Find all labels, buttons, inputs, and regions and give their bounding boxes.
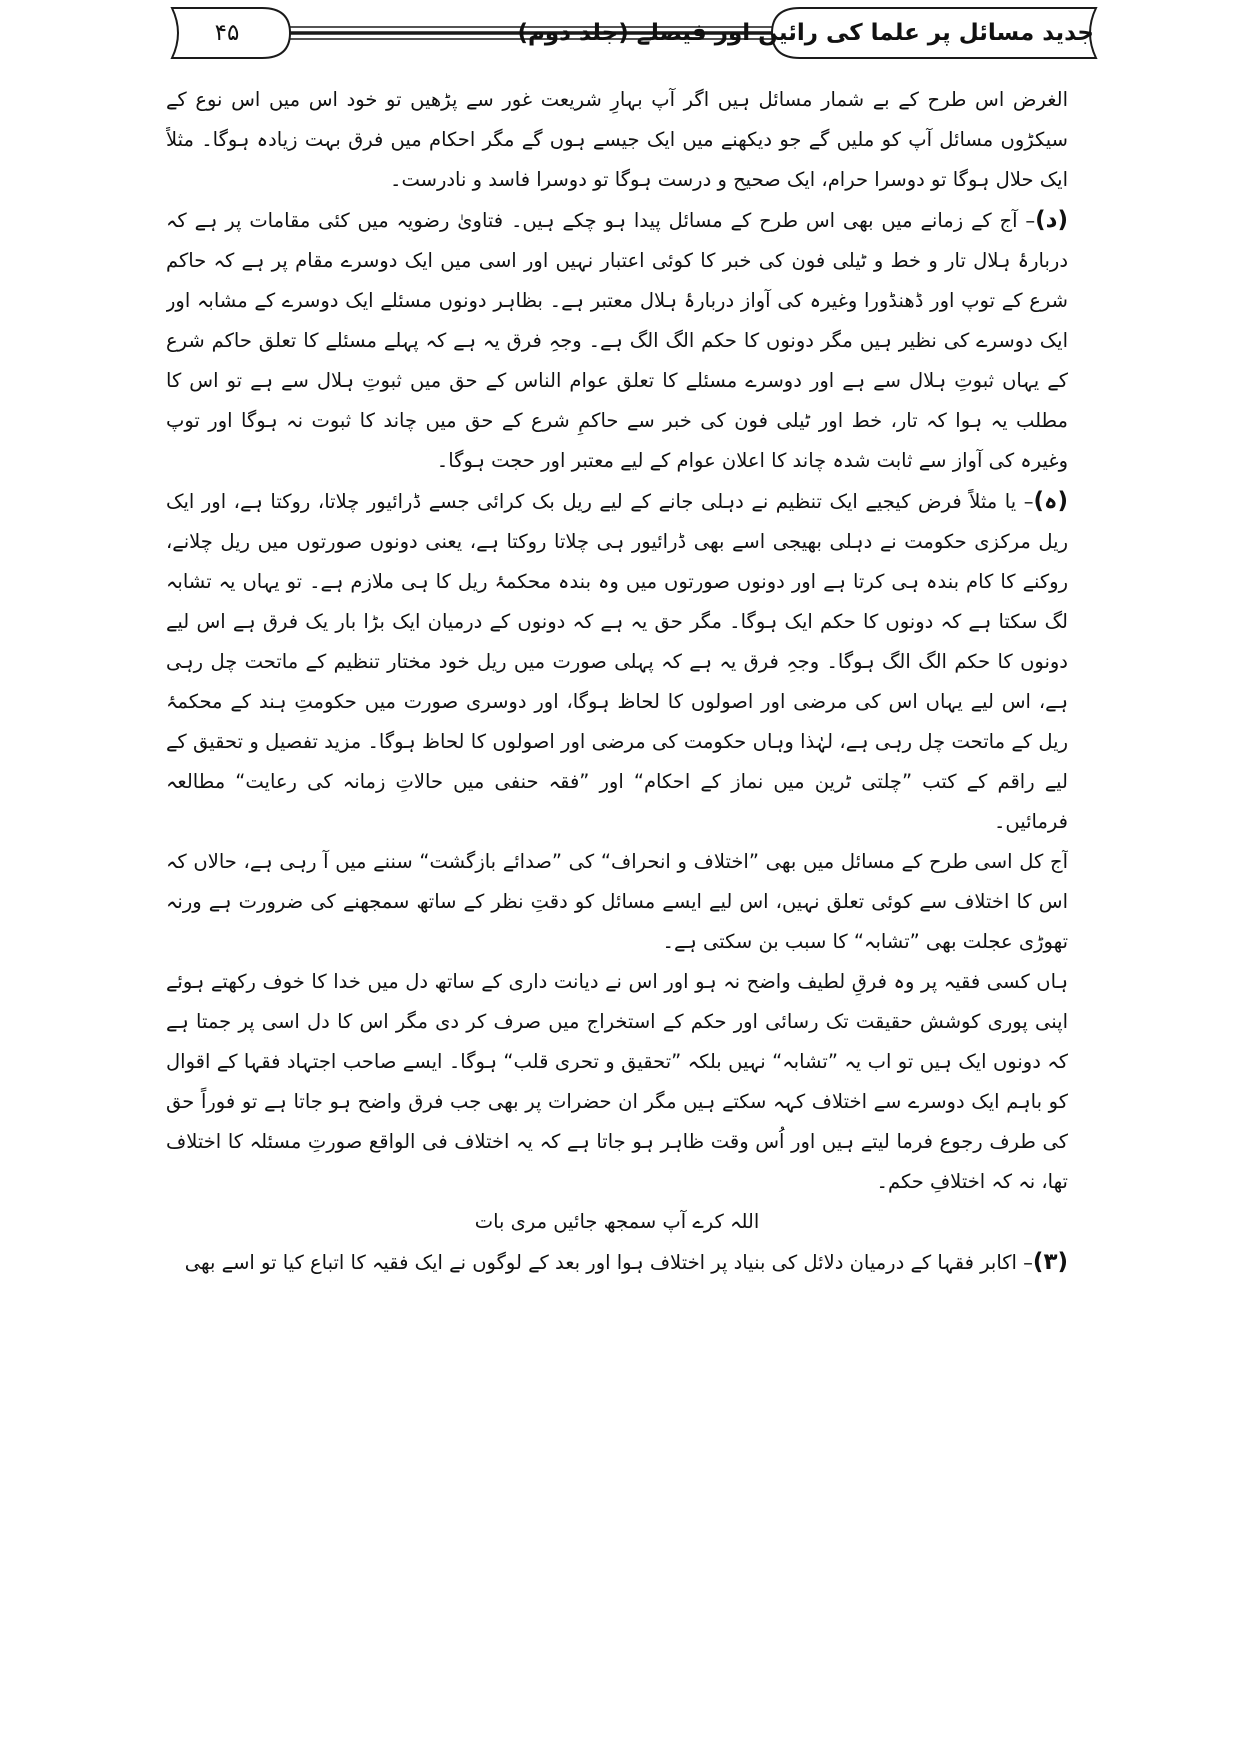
paragraph-text: آج کل اسی طرح کے مسائل میں بھی ”اختلاف و انحراف“ کی ”صدائے بازگشت“ سننے میں آ رہی ہے، حالاں کہ اس کا اختلاف سے کوئی تعلق نہیں، اس لیے ایسے مسائل کو دقتِ نظر کے ساتھ سمجھنے کی ضرورت ہے ورنہ تھوڑی عجلت بھی ”تشابہ“ کا سبب بن سکتی ہے۔ [166, 850, 1068, 953]
paragraph-text: – اکابر فقہا کے درمیان دلائل کی بنیاد پر اختلاف ہوا اور بعد کے لوگوں نے ایک فقیہ کا اتباع کیا تو اسے بھی [184, 1251, 1033, 1274]
paragraph-text: الغرض اس طرح کے بے شمار مسائل ہیں اگر آپ بہارِ شریعت غور سے پڑھیں تو خود اس میں اس نوع کے سیکڑوں مسائل آپ کو ملیں گے جو دیکھنے میں ایک جیسے ہوں گے مگر احکام میں فرق بہت زیادہ ہوگا۔ مثلاً ایک حلال ہوگا تو دوسرا حرام، ایک صحیح و درست ہوگا تو دوسرا فاسد و نادرست۔ [166, 88, 1068, 191]
paragraph [166, 200, 1068, 481]
book-title: جدید مسائل پر علما کی رائیں اور فیصلے (جلد دوم) [517, 20, 1094, 46]
paragraph [166, 1242, 1068, 1283]
running-header [0, 0, 1240, 80]
verse-line [166, 1202, 1068, 1242]
paragraph-label: (ہ) [1033, 488, 1068, 514]
paragraph-text: – آج کے زمانے میں بھی اس طرح کے مسائل پیدا ہو چکے ہیں۔ فتاویٰ رضویہ میں کئی مقامات پر ہے کہ دربارۂ ہلال تار و خط و ٹیلی فون کی خبر کا کوئی اعتبار نہیں اور اسی میں ایک دوسرے مقام پر ہے کہ حاکم شرع کے توپ اور ڈھنڈورا وغیرہ کی آواز دربارۂ ہلال معتبر ہے۔ بظاہر دونوں مسئلے ایک دوسرے کے مشابہ اور ایک دوسرے کی نظیر ہیں مگر دونوں کا حکم الگ الگ ہے۔ وجہِ فرق یہ ہے کہ پہلے مسئلے کا تعلق حاکم شرع کے یہاں ثبوتِ ہلال سے ہے اور دوسرے مسئلے کا تعلق عوام الناس کے حق میں ثبوتِ ہلال سے ہے تو اس کا مطلب یہ ہوا کہ تار، خط اور ٹیلی فون کی خبر سے حاکمِ شرع کے حق میں چاند کا ثبوت نہ ہوگا اور توپ وغیرہ کی آواز سے ثابت شدہ چاند کا اعلان عوام کے لیے معتبر اور حجت ہوگا۔ [166, 209, 1068, 472]
paragraph [166, 842, 1068, 962]
paragraph-text: – یا مثلاً فرض کیجیے ایک تنظیم نے دہلی جانے کے لیے ریل بک کرائی جسے ڈرائیور چلاتا، روکتا ہے، اور ایک ریل مرکزی حکومت نے دہلی بھیجی اسے بھی ڈرائیور ہی چلاتا روکتا ہے، یعنی دونوں صورتوں میں ریل چلانے، روکنے کا کام بندہ ہی کرتا ہے اور دونوں صورتوں میں وہ بندہ محکمۂ ریل کا ہی ملازم ہے۔ تو یہاں یہ تشابہ لگ سکتا ہے کہ دونوں کا حکم ایک ہوگا۔ مگر حق یہ ہے کہ دونوں کے درمیان ایک بڑا بار یک فرق ہے اس لیے دونوں کا حکم الگ الگ ہوگا۔ وجہِ فرق یہ ہے کہ پہلی صورت میں ریل خود مختار تنظیم کے ماتحت چل رہی ہے، اس لیے یہاں اس کی مرضی اور اصولوں کا لحاظ ہوگا، اور دوسری صورت میں حکومتِ ہند کے محکمۂ ریل کے ماتحت چل رہی ہے، لہٰذا وہاں حکومت کی مرضی اور اصولوں کا لحاظ ہوگا۔ مزید تفصیل و تحقیق کے لیے راقم کے کتب ”چلتی ٹرین میں نماز کے احکام“ اور ”فقہ حنفی میں حالاتِ زمانہ کی رعایت“ مطالعہ فرمائیں۔ [166, 490, 1068, 833]
paragraph [166, 80, 1068, 200]
paragraph-text: ہاں کسی فقیہ پر وہ فرقِ لطیف واضح نہ ہو اور اس نے دیانت داری کے ساتھ دل میں خدا کا خوف رکھتے ہوئے اپنی پوری کوشش حقیقت تک رسائی اور حکم کے استخراج میں صرف کر دی مگر اس کا دل اسی پر جمتا ہے کہ دونوں ایک ہیں تو اب یہ ”تشابہ“ نہیں بلکہ ”تحقیق و تحری قلب“ ہوگا۔ ایسے صاحب اجتہاد فقہا کے اقوال کو باہم ایک دوسرے سے اختلاف کہہ سکتے ہیں مگر ان حضرات پر بھی جب فرق واضح ہو جاتا ہے تو فوراً حق کی طرف رجوع فرما لیتے ہیں اور اُس وقت ظاہر ہو جاتا ہے کہ یہ اختلاف فی الواقع صورتِ مسئلہ کا اختلاف تھا، نہ کہ اختلافِ حکم۔ [166, 970, 1068, 1193]
paragraph [166, 962, 1068, 1202]
verse-text: اللہ کرے آپ سمجھ جائیں مری بات [474, 1210, 760, 1233]
page-body [166, 80, 1068, 1460]
page-number: ۴۵ [214, 20, 240, 46]
paragraph-label: (د) [1035, 207, 1068, 233]
paragraph [166, 481, 1068, 842]
paragraph-label: (۳) [1032, 1249, 1068, 1275]
